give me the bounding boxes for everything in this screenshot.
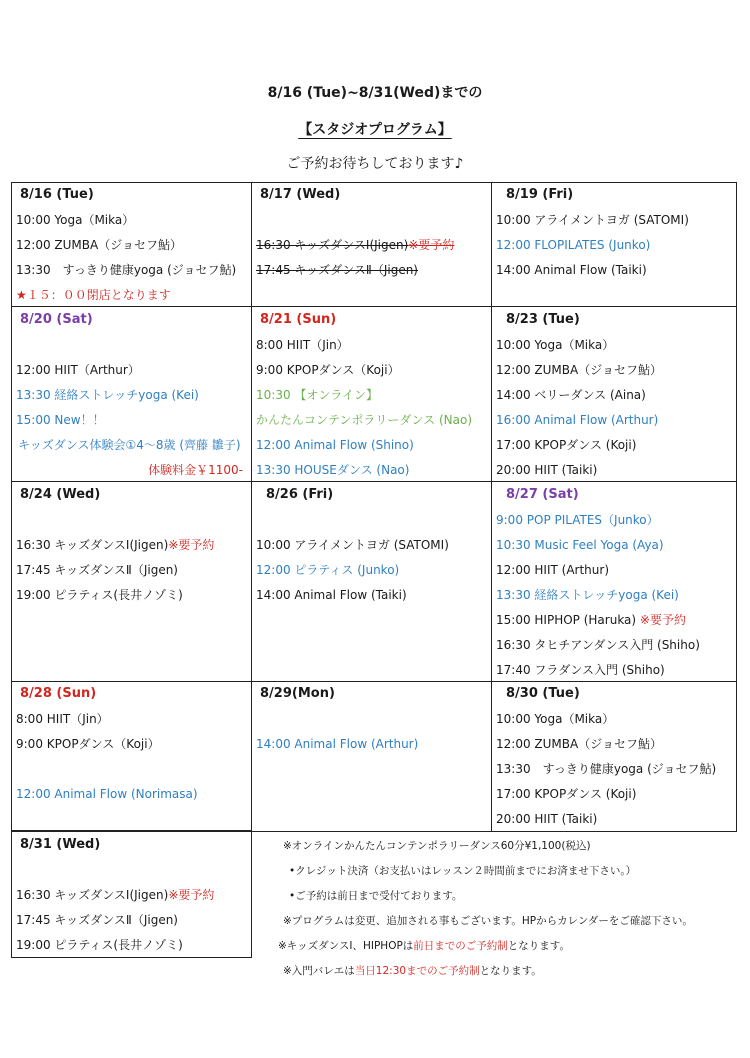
class-entry: 9:00 POP PILATES（Junko） — [496, 513, 659, 527]
class-entry: 12:00 FLOPILATES (Junko) — [496, 238, 651, 252]
class-entry: 8:00 HIIT（Jin） — [16, 712, 109, 726]
class-entry: 13:30 HOUSEダンス (Nao) — [256, 463, 410, 477]
day-cell-0821 — [251, 306, 492, 482]
class-entry: 13:30 経絡ストレッチyoga (Kei) — [16, 388, 199, 402]
day-cell-0824 — [11, 481, 252, 682]
class-entry: 16:30 タヒチアンダンス入門 (Shiho) — [496, 638, 700, 652]
class-entry: 13:30 すっきり健康yoga (ジョセフ鮎) — [16, 263, 237, 277]
class-text: 16:30 キッズダンスⅠ(Jigen) — [16, 888, 169, 902]
class-text: 16:30 キッズダンスⅠ(Jigen) — [16, 538, 169, 552]
class-text: 15:00 HIPHOP (Haruka) — [496, 613, 637, 627]
class-entry: 14:00 Animal Flow (Arthur) — [256, 737, 419, 751]
day-cell-0819 — [491, 182, 737, 307]
class-entry: 12:00 ピラティス (Junko) — [256, 563, 400, 577]
class-entry: 9:00 KPOPダンス（Koji） — [256, 363, 400, 377]
class-entry: 12:00 ZUMBA（ジョセフ鮎） — [496, 363, 662, 377]
note-text: となります。 — [507, 940, 570, 952]
title-program-text: 【スタジオプログラム】 — [298, 122, 452, 138]
class-entry: 17:40 フラダンス入門 (Shiho) — [496, 663, 665, 677]
day-header: 8/17 (Wed) — [260, 187, 341, 202]
day-header: 8/27 (Sat) — [506, 487, 579, 502]
class-entry: 12:00 ZUMBA（ジョセフ鮎） — [16, 238, 182, 252]
reservation-required-note: ※要予約 — [168, 538, 215, 552]
title-program — [0, 119, 750, 139]
class-text: 16:30 キッズダンスⅠ(Jigen) — [256, 238, 409, 252]
class-entry: 12:00 ZUMBA（ジョセフ鮎） — [496, 737, 662, 751]
class-entry: 19:00 ピラティス(長井ノゾミ) — [16, 938, 183, 952]
class-entry-online: 10:30 【オンライン】 — [256, 388, 379, 402]
note-text: となります。 — [479, 965, 542, 977]
class-entry: キッズダンス体験会①4～8歳 (齊藤 雛子) — [18, 438, 241, 452]
title-date-range: 8/16 (Tue)~8/31(Wed)までの — [267, 85, 483, 101]
class-entry-cancelled — [256, 236, 454, 254]
class-entry: 14:00 Animal Flow (Taiki) — [256, 588, 407, 602]
note-kids-hiphop — [278, 938, 570, 954]
day-cell-0828 — [11, 681, 252, 832]
day-header: 8/29(Mon) — [260, 686, 335, 701]
note-text: ※キッズダンスⅠ、HIPHOPは — [278, 940, 414, 952]
note-online-fee: ※オンラインかんたんコンテンポラリーダンス60分¥1,100(税込) — [283, 840, 591, 852]
class-entry: 14:00 ベリーダンス (Aina) — [496, 388, 646, 402]
class-entry: 19:00 ピラティス(長井ノゾミ) — [16, 588, 183, 602]
day-cell-0827 — [491, 481, 737, 682]
day-header: 8/20 (Sat) — [20, 312, 93, 327]
greeting: ご予約お待ちしております♪ — [286, 156, 464, 172]
class-entry — [16, 886, 214, 904]
day-cell-0831 — [11, 830, 252, 958]
class-entry: 17:00 KPOPダンス (Koji) — [496, 787, 637, 801]
class-entry: 13:30 すっきり健康yoga (ジョセフ鮎) — [496, 762, 717, 776]
class-entry: 17:45 キッズダンスⅡ（Jigen) — [16, 913, 178, 927]
note-reservation-deadline: •ご予約は前日まで受付ております。 — [289, 890, 463, 902]
note-highlight: 前日までのご予約制 — [413, 940, 508, 952]
class-entry: 10:00 アライメントヨガ (SATOMI) — [496, 213, 689, 227]
class-entry-new: 15:00 New！！ — [16, 413, 105, 427]
class-entry: 8:00 HIIT（Jin） — [256, 338, 349, 352]
day-header: 8/28 (Sun) — [20, 686, 97, 701]
class-entry: 10:30 Music Feel Yoga (Aya) — [496, 538, 664, 552]
class-entry: 12:00 HIIT (Arthur) — [496, 563, 609, 577]
day-header: 8/19 (Fri) — [506, 187, 574, 202]
day-header: 8/26 (Fri) — [266, 487, 334, 502]
class-entry: 10:00 Yoga（Mika） — [496, 338, 615, 352]
day-cell-0820 — [11, 306, 252, 482]
class-entry: 12:00 HIIT（Arthur） — [16, 363, 140, 377]
reservation-required-note: ※要予約 — [408, 238, 455, 252]
note-text: ※入門バレエは — [283, 965, 355, 977]
closing-notice: ★１５：００閉店となります — [16, 288, 171, 302]
class-entry: 14:00 Animal Flow (Taiki) — [496, 263, 647, 277]
day-header: 8/30 (Tue) — [506, 686, 580, 701]
class-entry: 9:00 KPOPダンス（Koji） — [16, 737, 160, 751]
day-cell-0823 — [491, 306, 737, 482]
class-entry: 16:00 Animal Flow (Arthur) — [496, 413, 659, 427]
day-header: 8/23 (Tue) — [506, 312, 580, 327]
class-entry: 10:00 アライメントヨガ (SATOMI) — [256, 538, 449, 552]
class-entry: 12:00 Animal Flow (Norimasa) — [16, 787, 198, 801]
day-cell-0816 — [11, 182, 252, 307]
schedule-table — [11, 182, 737, 831]
reservation-required-note: ※要予約 — [639, 613, 686, 627]
day-cell-0826 — [251, 481, 492, 682]
day-cell-0817 — [251, 182, 492, 307]
day-cell-0829 — [251, 681, 492, 832]
day-cell-0830 — [491, 681, 737, 832]
note-ballet — [283, 963, 542, 979]
class-entry: 17:45 キッズダンスⅡ（Jigen) — [16, 563, 178, 577]
class-entry: 10:00 Yoga（Mika） — [16, 213, 135, 227]
class-entry: 20:00 HIIT (Taiki) — [496, 463, 598, 477]
note-highlight: 当日12:30までのご予約制 — [354, 965, 480, 977]
day-header: 8/24 (Wed) — [20, 487, 101, 502]
day-header: 8/31 (Wed) — [20, 837, 101, 852]
trial-fee: 体験料金￥1100- — [148, 463, 243, 477]
class-entry — [496, 611, 686, 629]
class-entry-cancelled: 17:45 キッズダンスⅡ（Jigen) — [256, 263, 418, 277]
class-entry: 13:30 経絡ストレッチyoga (Kei) — [496, 588, 679, 602]
day-header: 8/16 (Tue) — [20, 187, 94, 202]
note-credit-payment: •クレジット決済（お支払いはレッスン２時間前までにお済ませ下さい。） — [289, 865, 637, 877]
reservation-required-note: ※要予約 — [168, 888, 215, 902]
note-program-changes: ※プログラムは変更、追加される事もございます。HPからカレンダーをご確認下さい。 — [283, 915, 693, 927]
class-entry: 10:00 Yoga（Mika） — [496, 712, 615, 726]
class-entry — [16, 536, 214, 554]
class-entry: 12:00 Animal Flow (Shino) — [256, 438, 414, 452]
day-header: 8/21 (Sun) — [260, 312, 337, 327]
class-entry: 17:00 KPOPダンス (Koji) — [496, 438, 637, 452]
class-entry-online: かんたんコンテンポラリーダンス (Nao) — [256, 413, 473, 427]
class-entry: 20:00 HIIT (Taiki) — [496, 812, 598, 826]
